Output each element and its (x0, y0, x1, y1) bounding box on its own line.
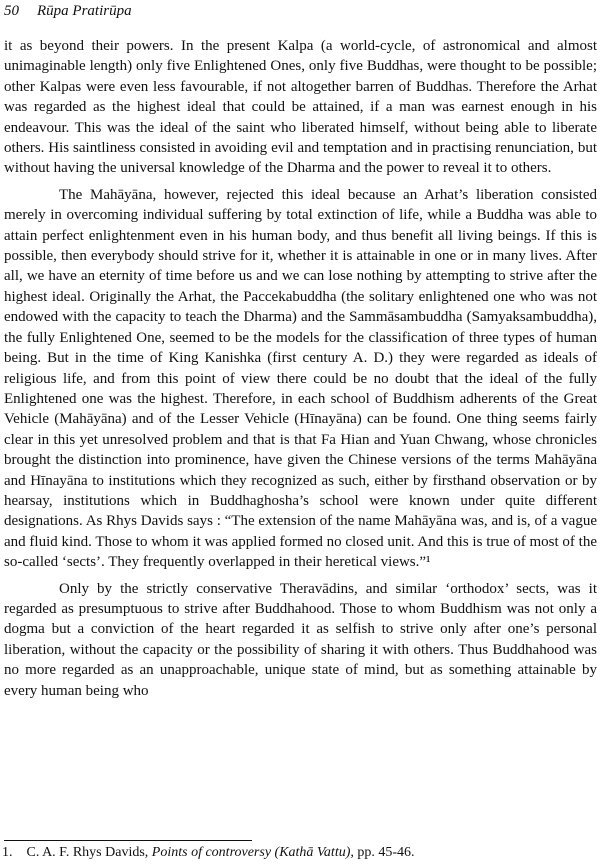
footnote-author: C. A. F. Rhys Davids, (26, 845, 149, 860)
paragraph-theravadins: Only by the strictly conservative Theravādins, and similar ‘orthodox’ sects, was it regarded as presumptuous to strive after Buddhahood. Those to whom Buddhism was not only a dogma but a conviction of the heart regarded it as selfish to strive only after one’s personal liberation, without the capacity or the possibility of sharing it with others. Thus Buddhahood was no more regarded as an unapproachable, unique state of mind, but as something attainable by every human being who (4, 580, 597, 699)
page-number: 50 (4, 3, 19, 19)
running-header (4, 2, 132, 20)
running-title: Rūpa Pratirūpa (37, 3, 132, 19)
paragraph-mahayana: The Mahāyāna, however, rejected this ideal because an Arhat’s liberation consisted merely in overcoming individual suffering by total extinction of life, while a Buddha was able to attain perfect enlightenment even in his human body, and thus benefit all living beings. If this is possible, then everybody should strive for it, whether it is attainable in one or in many lives. After all, we have an eternity of time before us and we can lose nothing by attempting to strive after the highest ideal. Originally the Arhat, the Paccekabuddha (the solitary enlightened one who was not endowed with the capacity to teach the Dharma) and the Sammāsambuddha (Samyaksambuddha), the fully Enlightened One, seemed to be the models for the classification of three types of human being. But in the time of King Kanishka (first century A. D.) they were regarded as ideals of religious life, and from this point of view there could be no doubt that the ideal of the fully Enlightened one was the highest. Therefore, in each school of Buddhism adherents of the Great Vehicle (Mahāyāna) and of the Lesser Vehicle (Hīnayāna) can be found. One thing seems fairly clear in this yet unresolved problem and that is that Fa Hian and Yuan Chwang, whose chronicles brought the distinction into prominence, have given the Chinese versions of the terms Mahāyāna and Hīnayāna to institutions which they recognized as such, either by firsthand observation or by hearsay, institutions which in Buddhaghosha’s school were known under quite different designations. As Rhys Davids says : “The extension of the name Mahāyāna was, and is, of a vague and fluid kind. Those to whom it was applied formed no closed unit. And this is true of most of the so-called ‘sects’. They frequently overlapped in their heretical views.”¹ (4, 186, 597, 571)
paragraph-continued: it as beyond their powers. In the present Kalpa (a world-cycle, of astronomical and almost unimaginable length) only five Enlightened Ones, only five Buddhas, were thought to be possible; other Kalpas were even less favourable, if not altogether barren of Buddhas. Therefore the Arhat was regarded as the highest ideal that could be attained, if a man was earnest enough in his endeavour. This was the ideal of the saint who liberated himself, without being able to liberate others. His saintliness consisted in avoiding evil and temptation and in practising renunciation, but without having the universal knowledge of the Dharma and the power to reveal it to others. (4, 38, 597, 177)
footnote (2, 844, 415, 862)
footnote-pages: pp. 45-46. (357, 845, 415, 860)
footnote-title: Points of controversy (Kathā Vattu), (151, 845, 354, 860)
body-text (4, 36, 597, 701)
footnote-rule (4, 840, 252, 841)
footnote-number: 1. (2, 845, 13, 860)
